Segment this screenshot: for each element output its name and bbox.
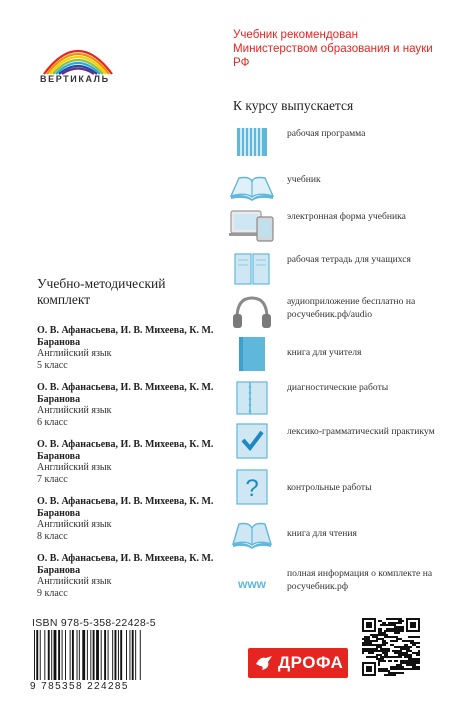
component-item (229, 335, 439, 375)
svg-text:?: ? (245, 475, 259, 502)
component-label: книга для чтения (287, 528, 357, 539)
component-item (229, 564, 439, 604)
checkmark-icon (229, 422, 275, 462)
component-label: рабочая программа (287, 128, 366, 139)
diagnostic-notebook-icon (229, 378, 275, 418)
component-label: полная информация о комплекте на росучебник.рф (287, 568, 433, 592)
component-item (229, 166, 439, 206)
book-subject: Английский язык (37, 576, 112, 587)
www-icon (229, 564, 275, 604)
component-label: учебник (287, 174, 321, 185)
svg-text:www: www (237, 577, 267, 591)
qr-code (362, 618, 420, 676)
brand-name: ДРОФА (278, 653, 344, 672)
barcode (32, 630, 180, 680)
logo-wordmark: ВЕРТИКАЛЬ (40, 74, 110, 84)
book-authors: О. В. Афанасьева, И. В. Михеева, К. М. Баранова (37, 553, 214, 576)
headphones-icon (229, 292, 275, 332)
book-authors: О. В. Афанасьева, И. В. Михеева, К. М. Баранова (37, 382, 214, 405)
book-grade: 5 класс (37, 359, 68, 371)
book-subject: Английский язык (37, 462, 112, 473)
book-authors: О. В. Афанасьева, И. В. Михеева, К. М. Баранова (37, 496, 214, 519)
devices-icon (229, 207, 275, 247)
book-entry (37, 382, 227, 428)
book-subject: Английский язык (37, 348, 112, 359)
component-label: лексико-грамматический практикум (287, 426, 435, 437)
component-label: контрольные работы (287, 482, 372, 493)
drofa-logo (248, 648, 348, 678)
component-item (229, 292, 439, 332)
teacher-book-icon (229, 335, 275, 375)
component-item (229, 378, 439, 418)
component-item (229, 514, 439, 554)
component-label: книга для учителя (287, 347, 362, 358)
book-grade: 9 класс (37, 587, 68, 599)
book-authors: О. В. Афанасьева, И. В. Михеева, К. М. Баранова (37, 325, 214, 348)
book-subject: Английский язык (37, 519, 112, 530)
recommendation-note: Учебник рекомендован Министерством образования и науки РФ (233, 28, 433, 69)
component-item (229, 124, 439, 164)
bird-icon (254, 654, 274, 672)
component-label: диагностические работы (287, 382, 389, 393)
book-grade: 7 класс (37, 473, 68, 485)
book-grade: 6 класс (37, 416, 68, 428)
component-item (229, 207, 439, 247)
series-heading: К курсу выпускается (233, 98, 354, 113)
component-item (229, 468, 439, 508)
component-label: аудиоприложение бесплатно на росучебник.рф/audio (287, 296, 416, 320)
book-entry (37, 553, 227, 599)
book-entry (37, 496, 227, 542)
component-item (229, 250, 439, 290)
book-entry (37, 325, 227, 371)
isbn-text: ISBN 978-5-358-22428-5 (32, 617, 156, 629)
program-icon (229, 124, 275, 164)
component-label: рабочая тетрадь для учащихся (287, 254, 411, 265)
component-item (229, 422, 439, 462)
kit-title: Учебно-методический комплект (37, 276, 166, 307)
book-authors: О. В. Афанасьева, И. В. Михеева, К. М. Баранова (37, 439, 214, 462)
component-label: электронная форма учебника (287, 211, 406, 222)
question-icon (229, 468, 275, 508)
reading-book-icon (229, 514, 275, 554)
book-entry (37, 439, 227, 485)
book-grade: 8 класс (37, 530, 68, 542)
book-subject: Английский язык (37, 405, 112, 416)
workbook-icon (229, 250, 275, 290)
barcode-number: 9 785358 224285 (30, 681, 129, 692)
open-book-icon (229, 166, 275, 206)
